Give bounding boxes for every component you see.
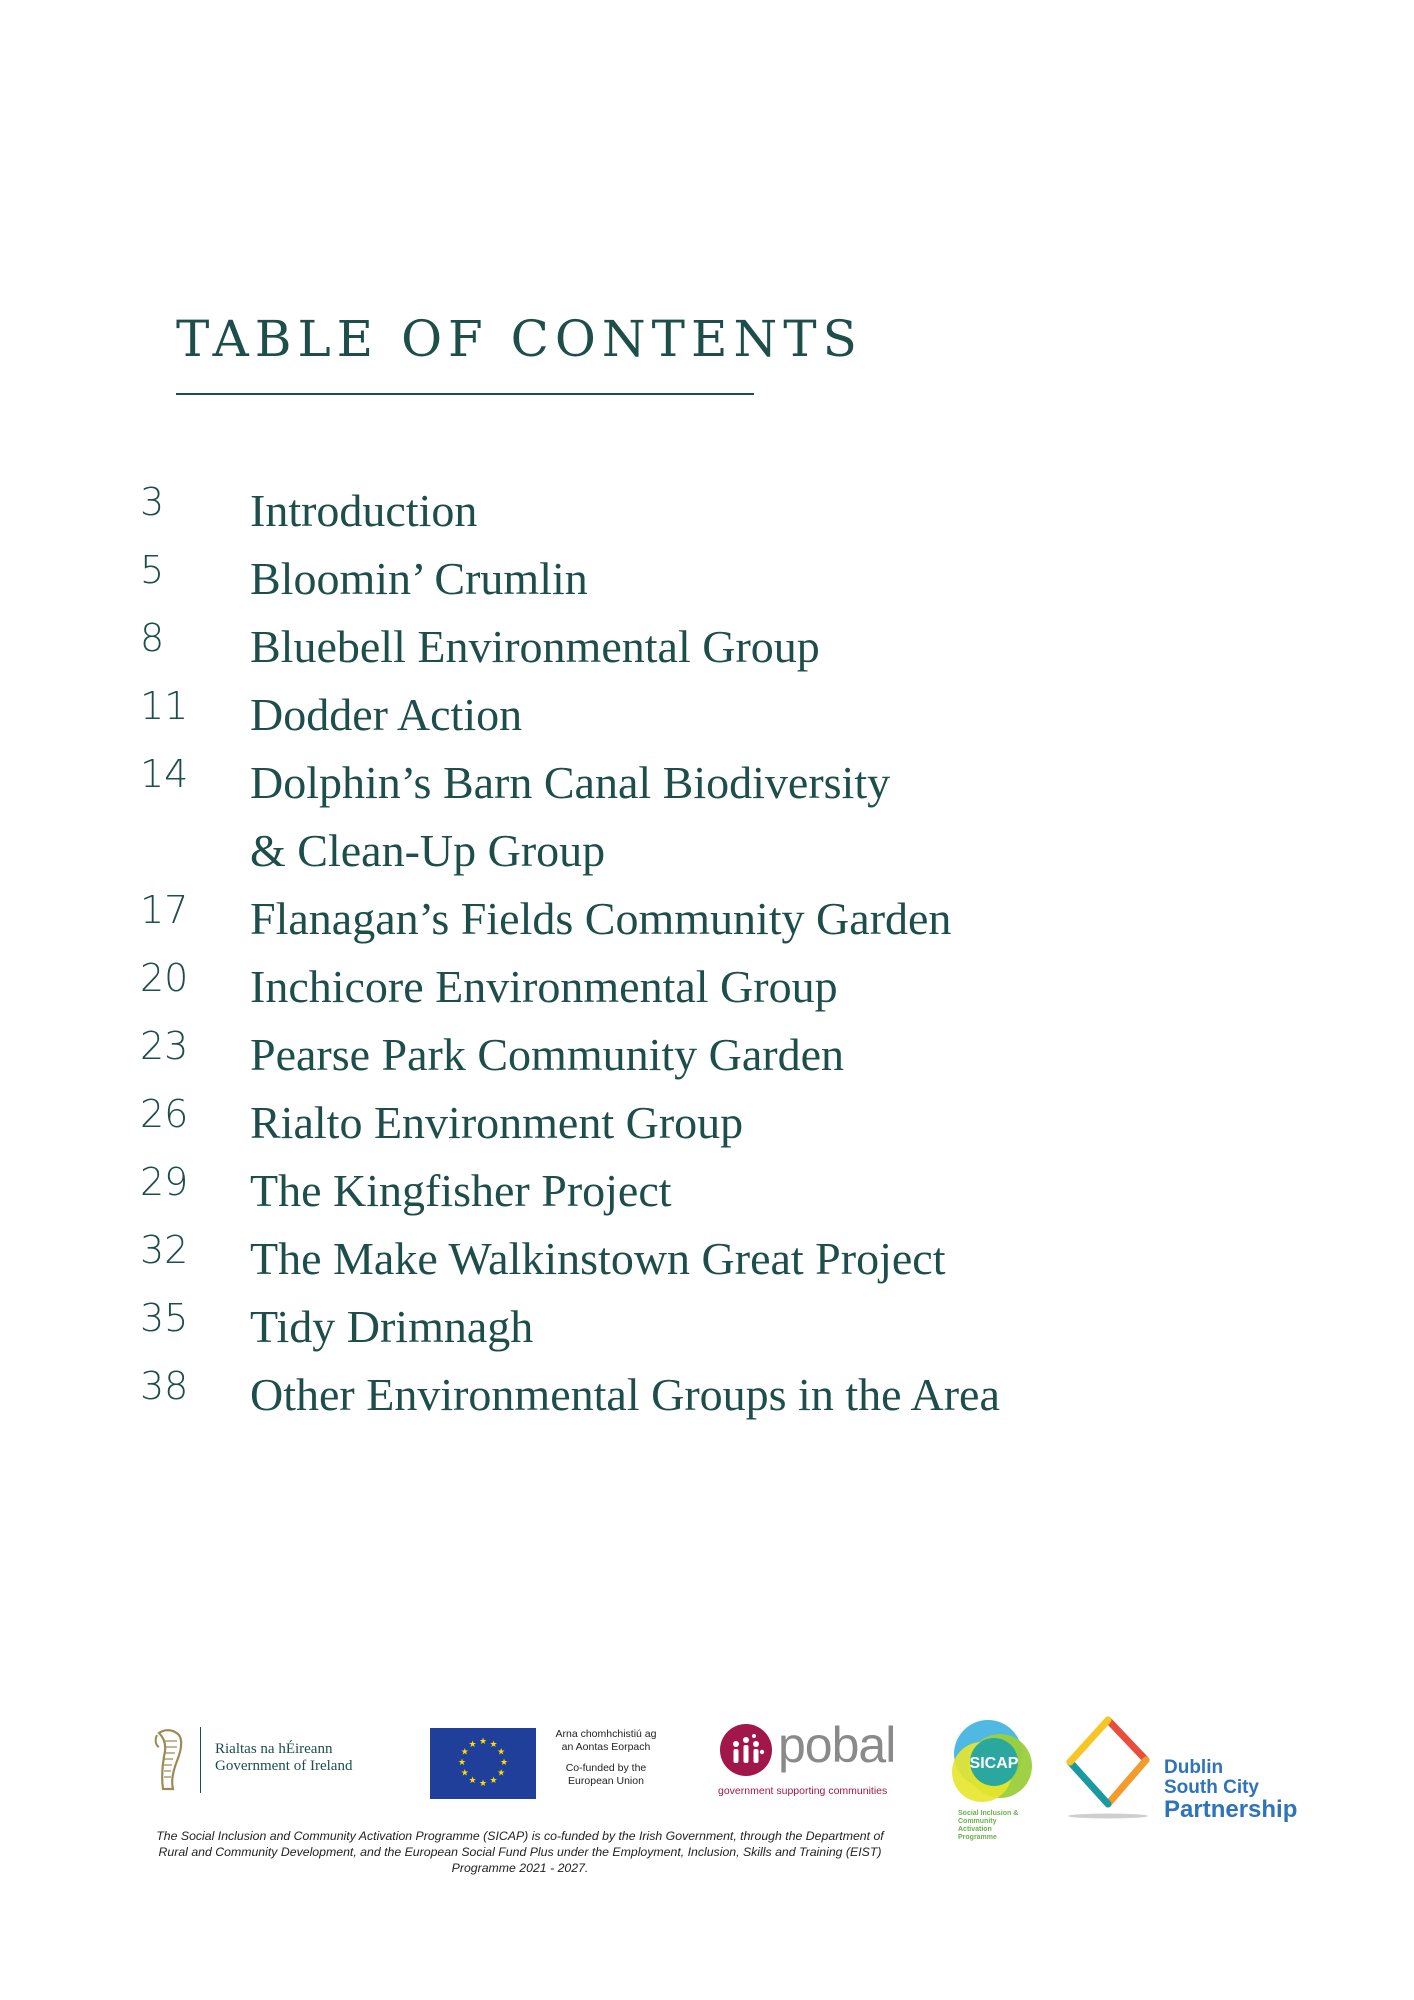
toc-page-number: 35 [140, 1296, 189, 1340]
svg-text:★: ★ [497, 1768, 506, 1779]
eu-english-line2: European Union [568, 1775, 644, 1787]
pobal-dots-icon [718, 1722, 776, 1782]
toc-entry[interactable] [0, 1296, 1200, 1364]
toc-title: Pearse Park Community Garden [250, 1029, 845, 1080]
eu-cofunded-logo [430, 1728, 670, 1802]
logo-divider [200, 1727, 201, 1793]
pobal-wordmark: pobal [778, 1717, 896, 1773]
sicap-circles-icon [938, 1718, 1048, 1810]
toc-title: Dolphin’s Barn Canal Biodiversity [250, 757, 891, 808]
toc-title: Flanagan’s Fields Community Garden [250, 893, 952, 944]
dscp-line-south-city: South City [1164, 1777, 1259, 1798]
toc-entry[interactable] [0, 684, 1200, 752]
svg-text:★: ★ [468, 1739, 477, 1750]
toc-page-number: 17 [140, 888, 189, 932]
toc-page-number: 32 [140, 1228, 189, 1272]
pobal-tagline: government supporting communities [718, 1785, 888, 1797]
toc-page-number: 38 [140, 1364, 189, 1408]
toc-title: Bluebell Environmental Group [250, 621, 820, 672]
svg-text:★: ★ [489, 1739, 498, 1750]
toc-entry[interactable] [0, 752, 1200, 888]
page-title: TABLE OF CONTENTS [176, 310, 863, 368]
harp-icon [151, 1727, 191, 1793]
diamond-icon [1058, 1712, 1158, 1822]
title-underline [176, 393, 754, 395]
toc-page-number: 23 [140, 1024, 189, 1068]
eu-irish-line1: Arna chomhchistiú ag [555, 1728, 657, 1740]
sicap-logo [938, 1718, 1048, 1841]
gov-irish-name: Rialtas na hÉireann [215, 1741, 333, 1757]
dscp-line-dublin: Dublin [1164, 1757, 1224, 1778]
toc-title: The Kingfisher Project [250, 1165, 672, 1216]
gov-english-name: Government of Ireland [215, 1758, 353, 1774]
eu-irish-line2: an Aontas Eorpach [561, 1741, 651, 1753]
toc-entry[interactable] [0, 1228, 1200, 1296]
svg-text:★: ★ [497, 1747, 506, 1758]
svg-text:★: ★ [460, 1768, 469, 1779]
toc-entry[interactable] [0, 888, 1200, 956]
svg-text:★: ★ [460, 1747, 469, 1758]
svg-text:★: ★ [478, 1737, 488, 1747]
toc-entry[interactable] [0, 1160, 1200, 1228]
toc-entry[interactable] [0, 616, 1200, 684]
svg-text:★: ★ [468, 1776, 477, 1787]
toc-entry[interactable] [0, 956, 1200, 1024]
pobal-logo [718, 1717, 908, 1802]
svg-text:★: ★ [489, 1776, 498, 1787]
government-of-ireland-logo [143, 1725, 383, 1795]
eu-logo-text [542, 1728, 670, 1788]
toc-page-number: 26 [140, 1092, 189, 1136]
toc-title: Dodder Action [250, 689, 523, 740]
dscp-wordmark [1164, 1758, 1297, 1822]
funding-disclaimer: The Social Inclusion and Community Activation Programme (SICAP) is co-funded by the Irish Government, through the Department of Rural and Community Development, and the European Social Fund Plus under the Employment, Inclusion, Skills and Training (EIST) Programme 2021 - 2027. [156, 1829, 884, 1875]
svg-text:★: ★ [478, 1779, 488, 1789]
toc-page-number: 29 [140, 1160, 189, 1204]
toc-title: The Make Walkinstown Great Project [250, 1233, 946, 1284]
toc-title: Inchicore Environmental Group [250, 961, 838, 1012]
dublin-south-city-partnership-logo [1058, 1712, 1318, 1822]
toc-title: Rialto Environment Group [250, 1097, 744, 1148]
toc-page-number: 8 [140, 616, 165, 660]
svg-text:★: ★ [499, 1758, 509, 1768]
toc-title: Introduction [250, 485, 478, 536]
toc-page-number: 14 [140, 752, 189, 796]
sicap-wordmark: SICAP [969, 1755, 1019, 1772]
toc-entry[interactable] [0, 548, 1200, 616]
toc-entry[interactable] [0, 480, 1200, 548]
toc-entry[interactable] [0, 1092, 1200, 1160]
government-logo-text [215, 1741, 352, 1775]
toc-title: Bloomin’ Crumlin [250, 553, 588, 604]
toc-entry[interactable] [0, 1364, 1200, 1432]
eu-flag-icon [430, 1728, 536, 1799]
toc-title: Other Environmental Groups in the Area [250, 1369, 1000, 1420]
toc-page-number: 11 [140, 684, 189, 728]
toc-title: Tidy Drimnagh [250, 1301, 534, 1352]
eu-english-line1: Co-funded by the [565, 1762, 647, 1774]
toc-title-continued: & Clean-Up Group [250, 825, 606, 876]
svg-text:★: ★ [457, 1758, 467, 1768]
toc-page-number: 5 [140, 548, 165, 592]
dscp-line-partnership: Partnership [1164, 1796, 1298, 1823]
toc-page-number: 20 [140, 956, 189, 1000]
toc-entry[interactable] [0, 1024, 1200, 1092]
toc-page-number: 3 [140, 480, 165, 524]
sicap-tagline: Social Inclusion & Community Activation Programme [958, 1810, 1019, 1841]
